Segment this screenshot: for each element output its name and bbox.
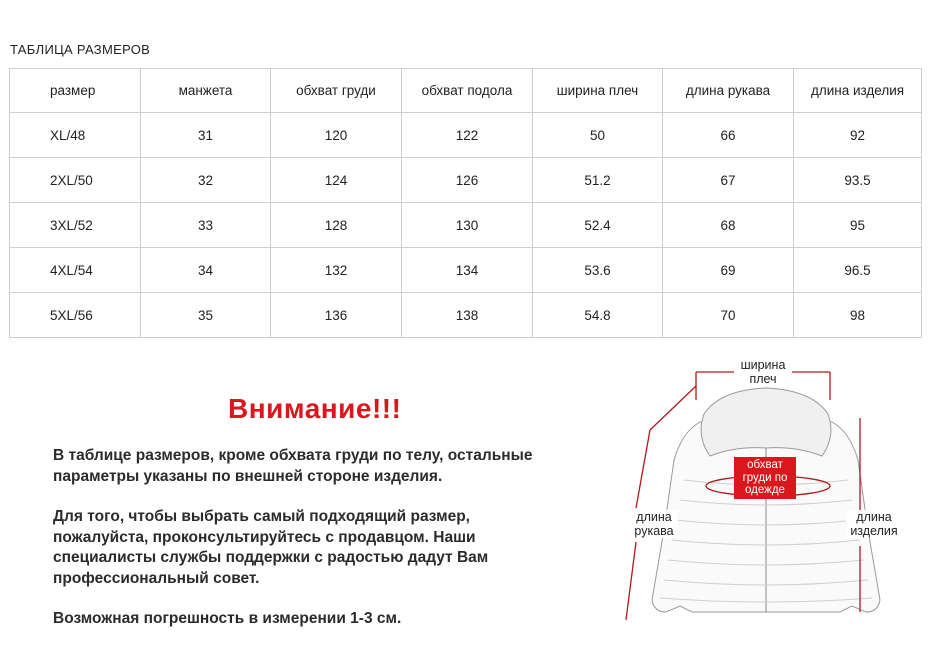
table-cell: 66 (663, 113, 794, 158)
jacket-measurement-diagram (600, 350, 930, 636)
table-cell: 2XL/50 (10, 158, 141, 203)
table-cell: 120 (271, 113, 402, 158)
table-cell: 130 (402, 203, 533, 248)
table-header-row (10, 69, 922, 113)
table-cell: 134 (402, 248, 533, 293)
table-cell: 54.8 (533, 293, 663, 338)
column-header: длина изделия (794, 69, 922, 113)
chest-badge: обхват груди по одежде (734, 457, 796, 499)
table-cell: 92 (794, 113, 922, 158)
table-cell: 70 (663, 293, 794, 338)
table-cell: 67 (663, 158, 794, 203)
table-cell: 122 (402, 113, 533, 158)
table-cell: 31 (141, 113, 271, 158)
table-title: ТАБЛИЦА РАЗМЕРОВ (10, 42, 151, 57)
table-cell: 136 (271, 293, 402, 338)
column-header: манжета (141, 69, 271, 113)
attention-heading: Внимание!!! (228, 393, 402, 424)
table-cell: 52.4 (533, 203, 663, 248)
table-cell: 34 (141, 248, 271, 293)
column-header: обхват груди (271, 69, 402, 113)
table-cell: 51.2 (533, 158, 663, 203)
table-cell: 32 (141, 158, 271, 203)
table-row (10, 248, 922, 293)
sleeve-length-label: длина рукава (630, 510, 678, 538)
table-cell: 33 (141, 203, 271, 248)
notice-paragraph: В таблице размеров, кроме обхвата груди по телу, остальные параметры указаны по внешней стороне изделия. (53, 447, 533, 485)
column-header: ширина плеч (533, 69, 663, 113)
table-row (10, 293, 922, 338)
table-row (10, 203, 922, 248)
table-cell: 95 (794, 203, 922, 248)
table-cell: 5XL/56 (10, 293, 141, 338)
table-cell: 132 (271, 248, 402, 293)
table-cell: 93.5 (794, 158, 922, 203)
shoulder-width-label: ширина плеч (734, 358, 792, 386)
table-cell: 35 (141, 293, 271, 338)
table-cell: XL/48 (10, 113, 141, 158)
table-cell: 3XL/52 (10, 203, 141, 248)
table-cell: 138 (402, 293, 533, 338)
table-cell: 4XL/54 (10, 248, 141, 293)
table-cell: 126 (402, 158, 533, 203)
table-row (10, 158, 922, 203)
table-cell: 96.5 (794, 248, 922, 293)
table-cell: 53.6 (533, 248, 663, 293)
table-row (10, 113, 922, 158)
table-cell: 124 (271, 158, 402, 203)
table-cell: 98 (794, 293, 922, 338)
table-cell: 50 (533, 113, 663, 158)
table-cell: 68 (663, 203, 794, 248)
table-cell: 128 (271, 203, 402, 248)
column-header: размер (10, 69, 141, 113)
garment-length-label: длина изделия (846, 510, 902, 538)
size-table (9, 68, 922, 338)
notice-text (53, 446, 623, 650)
notice-paragraph: Возможная погрешность в измерении 1-3 см. (53, 610, 402, 627)
table-cell: 69 (663, 248, 794, 293)
notice-paragraph: Для того, чтобы выбрать самый подходящий размер, пожалуйста, проконсультируйтесь с продавцом. Наши специалисты службы поддержки с радостью дадут Вам профессиональный совет. (53, 508, 489, 587)
column-header: обхват подола (402, 69, 533, 113)
column-header: длина рукава (663, 69, 794, 113)
